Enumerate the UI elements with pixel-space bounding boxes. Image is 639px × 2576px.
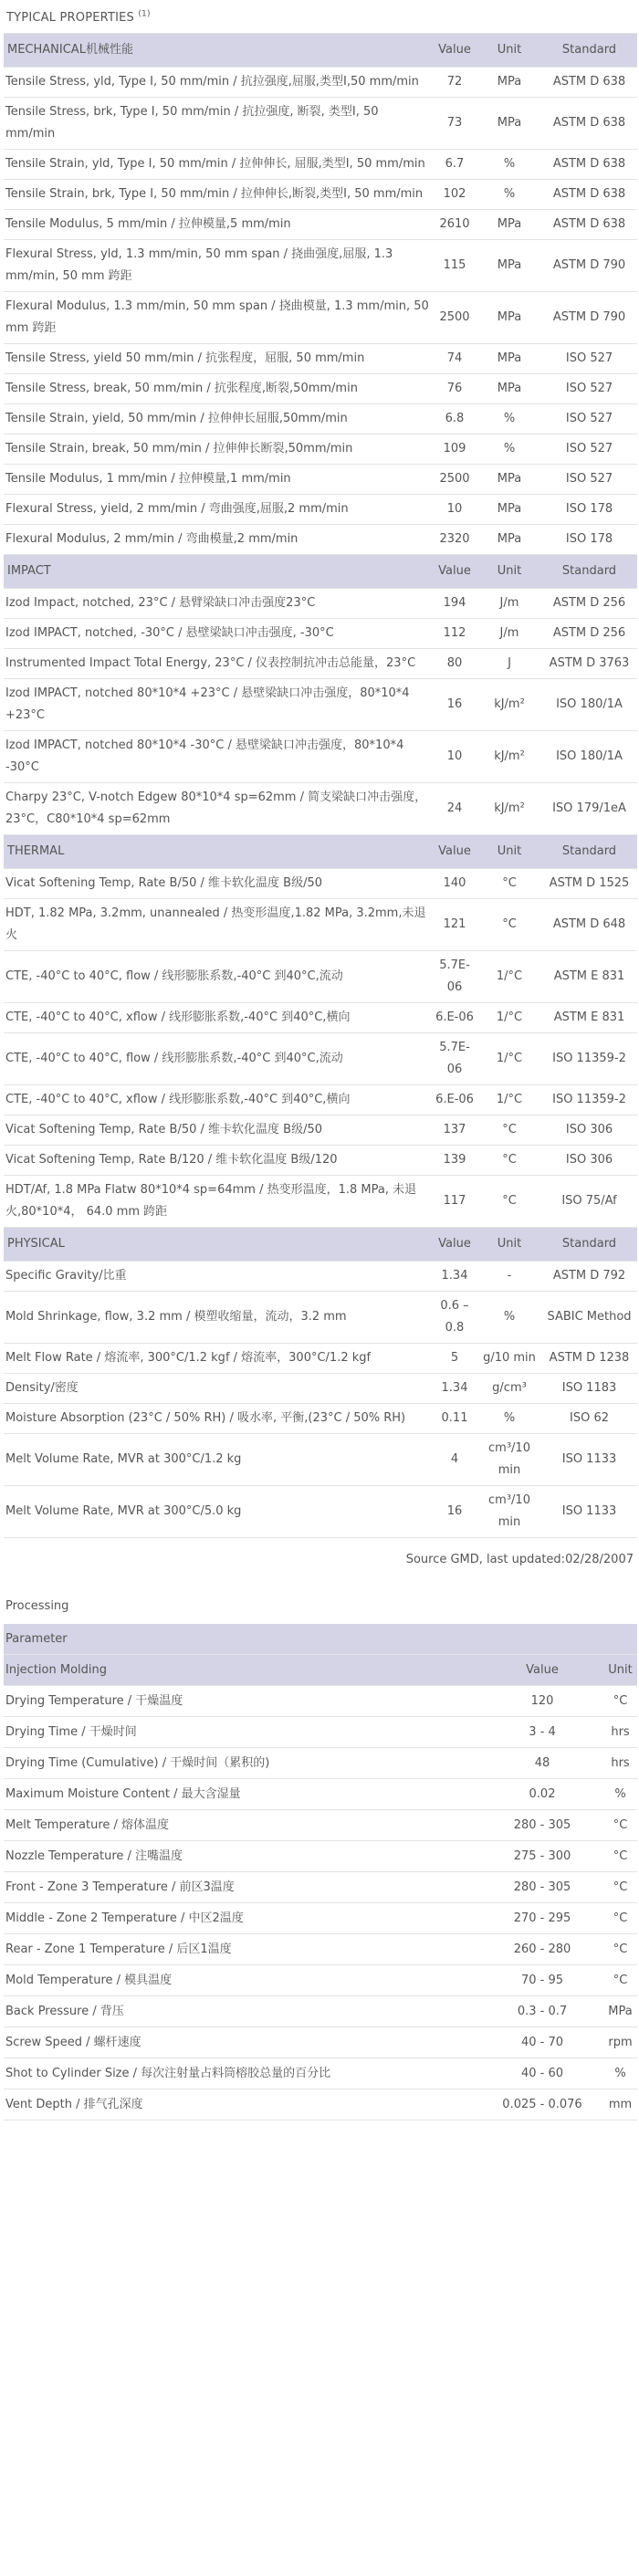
parameter-unit: °C (604, 1686, 637, 1717)
standard-header: Standard (541, 1228, 637, 1262)
section-name: PHYSICAL (4, 1228, 432, 1262)
property-standard: ASTM E 831 (541, 1003, 637, 1033)
parameter-unit: % (604, 2058, 637, 2089)
property-name: Tensile Stress, yld, Type I, 50 mm/min / 抗拉强度,屈服,类型I,50 mm/min (4, 68, 432, 98)
property-unit: % (477, 435, 541, 465)
parameter-value: 280 - 305 (481, 1872, 604, 1903)
parameter-unit: °C (604, 1903, 637, 1934)
property-name: Vicat Softening Temp, Rate B/50 / 维卡软化温度 B级/50 (4, 869, 432, 899)
property-standard: ISO 178 (541, 525, 637, 555)
property-value: 6.E-06 (432, 1003, 477, 1033)
property-value: 24 (432, 783, 477, 835)
property-standard: ISO 527 (541, 404, 637, 435)
table-row (4, 344, 637, 374)
property-value: 2610 (432, 210, 477, 240)
parameter-value: 260 - 280 (481, 1934, 604, 1965)
property-standard: ASTM D 790 (541, 292, 637, 344)
property-unit: cm³/10 min (477, 1434, 541, 1486)
unit-header: Unit (477, 555, 541, 589)
parameter-value: 0.02 (481, 1779, 604, 1810)
property-name: CTE, -40°C to 40°C, flow / 线形膨胀系数,-40°C 到40°C,流动 (4, 1033, 432, 1085)
property-unit: MPa (477, 495, 541, 525)
property-name: Izod IMPACT, notched 80*10*4 -30°C / 悬壁梁缺口冲击强度，80*10*4 -30°C (4, 731, 432, 783)
property-standard: ASTM D 638 (541, 180, 637, 210)
parameter-value: 70 - 95 (481, 1965, 604, 1996)
property-value: 6.8 (432, 404, 477, 435)
property-name: Melt Volume Rate, MVR at 300°C/5.0 kg (4, 1486, 432, 1538)
parameter-unit: % (604, 1779, 637, 1810)
property-unit: 1/°C (477, 1003, 541, 1033)
table-row (4, 1748, 637, 1779)
table-row (4, 649, 637, 679)
property-unit: MPa (477, 344, 541, 374)
parameter-unit: mm (604, 2089, 637, 2120)
source-note: Source GMD, last updated:02/28/2007 (405, 1553, 634, 1567)
table-row (4, 783, 637, 835)
property-standard: ISO 178 (541, 495, 637, 525)
property-value: 80 (432, 649, 477, 679)
property-standard: ISO 180/1A (541, 731, 637, 783)
unit-header: Unit (477, 1228, 541, 1262)
property-name: HDT, 1.82 MPa, 3.2mm, unannealed / 热变形温度,1.82 MPa, 3.2mm,未退火 (4, 899, 432, 951)
property-name: Tensile Stress, break, 50 mm/min / 抗张程度,断裂,50mm/min (4, 374, 432, 404)
value-header: Value (432, 34, 477, 68)
title-text: TYPICAL PROPERTIES (6, 11, 134, 26)
processing-label: Processing (5, 1599, 69, 1614)
property-standard: ASTM D 648 (541, 899, 637, 951)
property-name: Melt Volume Rate, MVR at 300°C/1.2 kg (4, 1434, 432, 1486)
table-row (4, 180, 637, 210)
property-unit: MPa (477, 525, 541, 555)
property-unit: % (477, 404, 541, 435)
property-value: 16 (432, 1486, 477, 1538)
section-name: IMPACT (4, 555, 432, 589)
property-name: Moisture Absorption (23°C / 50% RH) / 吸水率, 平衡,(23°C / 50% RH) (4, 1404, 432, 1434)
parameter-unit: °C (604, 1934, 637, 1965)
processing-parameter-header (4, 1624, 637, 1655)
property-value: 137 (432, 1115, 477, 1146)
table-row (4, 1841, 637, 1872)
property-name: Flexural Stress, yield, 2 mm/min / 弯曲强度,屈服,2 mm/min (4, 495, 432, 525)
unit-header: Unit (604, 1655, 637, 1686)
property-standard: ISO 1183 (541, 1374, 637, 1404)
parameter-value: 48 (481, 1748, 604, 1779)
property-standard: ASTM D 638 (541, 98, 637, 150)
property-unit: MPa (477, 98, 541, 150)
property-standard: ASTM D 638 (541, 150, 637, 180)
parameter-value: 40 - 60 (481, 2058, 604, 2089)
property-standard: ISO 527 (541, 344, 637, 374)
property-standard: ISO 179/1eA (541, 783, 637, 835)
parameter-value: 0.3 - 0.7 (481, 1996, 604, 2027)
section-header (4, 555, 637, 589)
property-value: 6.E-06 (432, 1085, 477, 1115)
table-row (4, 1003, 637, 1033)
parameter-value: 120 (481, 1686, 604, 1717)
property-name: Vicat Softening Temp, Rate B/120 / 维卡软化温度 B级/120 (4, 1146, 432, 1176)
property-value: 72 (432, 68, 477, 98)
parameter-name: Vent Depth / 排气孔深度 (4, 2089, 481, 2120)
property-name: Flexural Modulus, 1.3 mm/min, 50 mm span / 挠曲模量, 1.3 mm/min, 50 mm 跨距 (4, 292, 432, 344)
table-row (4, 589, 637, 619)
standard-header: Standard (541, 555, 637, 589)
property-standard: ISO 527 (541, 465, 637, 495)
property-value: 112 (432, 619, 477, 649)
table-row (4, 1146, 637, 1176)
parameter-name: Front - Zone 3 Temperature / 前区3温度 (4, 1872, 481, 1903)
table-row (4, 2058, 637, 2089)
property-standard: ISO 75/Af (541, 1176, 637, 1228)
properties-table (4, 0, 637, 1538)
table-row (4, 465, 637, 495)
table-row (4, 150, 637, 180)
parameter-value: 3 - 4 (481, 1717, 604, 1748)
property-unit: °C (477, 869, 541, 899)
property-standard: ASTM D 1525 (541, 869, 637, 899)
table-row (4, 2027, 637, 2058)
property-name: Tensile Modulus, 1 mm/min / 拉伸模量,1 mm/min (4, 465, 432, 495)
parameter-value: 0.025 - 0.076 (481, 2089, 604, 2120)
parameter-value: 270 - 295 (481, 1903, 604, 1934)
table-row (4, 1262, 637, 1292)
parameter-name: Nozzle Temperature / 注嘴温度 (4, 1841, 481, 1872)
table-row (4, 1176, 637, 1228)
value-header: Value (432, 555, 477, 589)
standard-header: Standard (541, 34, 637, 68)
table-row (4, 1434, 637, 1486)
property-unit: cm³/10 min (477, 1486, 541, 1538)
property-name: Density/密度 (4, 1374, 432, 1404)
property-unit: J (477, 649, 541, 679)
parameter-name: Rear - Zone 1 Temperature / 后区1温度 (4, 1934, 481, 1965)
table-row (4, 1085, 637, 1115)
standard-header: Standard (541, 835, 637, 869)
property-standard: ASTM D 256 (541, 589, 637, 619)
property-standard: ASTM D 792 (541, 1262, 637, 1292)
table-title-row (4, 0, 637, 34)
property-name: Tensile Strain, break, 50 mm/min / 拉伸伸长断裂,50mm/min (4, 435, 432, 465)
property-unit: MPa (477, 465, 541, 495)
value-header: Value (432, 835, 477, 869)
parameter-header: Parameter (4, 1624, 637, 1655)
property-value: 115 (432, 240, 477, 292)
table-row (4, 1872, 637, 1903)
property-unit: kJ/m² (477, 783, 541, 835)
property-unit: % (477, 150, 541, 180)
table-row (4, 1115, 637, 1146)
property-value: 6.7 (432, 150, 477, 180)
table-row (4, 292, 637, 344)
value-header: Value (481, 1655, 604, 1686)
parameter-name: Maximum Moisture Content / 最大含湿量 (4, 1779, 481, 1810)
table-row (4, 1934, 637, 1965)
table-row (4, 1717, 637, 1748)
property-unit: MPa (477, 240, 541, 292)
page-title (4, 0, 637, 34)
property-standard: ASTM D 638 (541, 210, 637, 240)
property-standard: ISO 1133 (541, 1486, 637, 1538)
table-row (4, 1779, 637, 1810)
property-unit: °C (477, 899, 541, 951)
property-unit: kJ/m² (477, 731, 541, 783)
table-row (4, 404, 637, 435)
property-value: 4 (432, 1434, 477, 1486)
table-row (4, 1344, 637, 1374)
section-header (4, 1228, 637, 1262)
property-value: 117 (432, 1176, 477, 1228)
table-row (4, 374, 637, 404)
property-value: 0.11 (432, 1404, 477, 1434)
table-row (4, 1903, 637, 1934)
property-unit: - (477, 1262, 541, 1292)
property-value: 1.34 (432, 1374, 477, 1404)
parameter-name: Mold Temperature / 模具温度 (4, 1965, 481, 1996)
property-unit: g/10 min (477, 1344, 541, 1374)
table-row (4, 240, 637, 292)
property-standard: ISO 11359-2 (541, 1085, 637, 1115)
property-name: Instrumented Impact Total Energy, 23°C / 仪表控制抗冲击总能量，23°C (4, 649, 432, 679)
property-name: CTE, -40°C to 40°C, xflow / 线形膨胀系数,-40°C 到40°C,横向 (4, 1085, 432, 1115)
table-row (4, 1686, 637, 1717)
property-unit: J/m (477, 619, 541, 649)
table-row (4, 210, 637, 240)
parameter-value: 275 - 300 (481, 1841, 604, 1872)
unit-header: Unit (477, 34, 541, 68)
property-value: 16 (432, 679, 477, 731)
property-unit: 1/°C (477, 951, 541, 1003)
property-value: 139 (432, 1146, 477, 1176)
property-value: 5.7E-06 (432, 1033, 477, 1085)
property-name: Tensile Stress, yield 50 mm/min / 抗张程度，屈服, 50 mm/min (4, 344, 432, 374)
property-value: 10 (432, 495, 477, 525)
property-name: Mold Shrinkage, flow, 3.2 mm / 模塑收缩量，流动，3.2 mm (4, 1292, 432, 1344)
property-value: 73 (432, 98, 477, 150)
property-standard: ISO 306 (541, 1146, 637, 1176)
parameter-unit: hrs (604, 1717, 637, 1748)
property-name: CTE, -40°C to 40°C, xflow / 线形膨胀系数,-40°C 到40°C,横向 (4, 1003, 432, 1033)
property-name: Charpy 23°C, V-notch Edgew 80*10*4 sp=62mm / 简支梁缺口冲击强度，23°C，C80*10*4 sp=62mm (4, 783, 432, 835)
table-row (4, 495, 637, 525)
property-unit: °C (477, 1146, 541, 1176)
property-unit: % (477, 1404, 541, 1434)
property-name: Tensile Strain, yield, 50 mm/min / 拉伸伸长屈服,50mm/min (4, 404, 432, 435)
property-unit: % (477, 180, 541, 210)
parameter-name: Melt Temperature / 熔体温度 (4, 1810, 481, 1841)
section-name: Injection Molding (4, 1655, 481, 1686)
property-standard: ASTM D 1238 (541, 1344, 637, 1374)
parameter-name: Drying Time / 干燥时间 (4, 1717, 481, 1748)
table-row (4, 951, 637, 1003)
property-value: 109 (432, 435, 477, 465)
parameter-unit: °C (604, 1810, 637, 1841)
parameter-name: Screw Speed / 螺杆速度 (4, 2027, 481, 2058)
property-value: 0.6 – 0.8 (432, 1292, 477, 1344)
property-unit: g/cm³ (477, 1374, 541, 1404)
table-row (4, 525, 637, 555)
property-value: 10 (432, 731, 477, 783)
property-value: 5 (432, 1344, 477, 1374)
parameter-unit: rpm (604, 2027, 637, 2058)
property-name: Izod IMPACT, notched, -30°C / 悬壁梁缺口冲击强度, -30°C (4, 619, 432, 649)
value-header: Value (432, 1228, 477, 1262)
section-header (4, 835, 637, 869)
parameter-name: Shot to Cylinder Size / 每次注射量占料筒榕胶总量的百分比 (4, 2058, 481, 2089)
parameter-name: Drying Time (Cumulative) / 干燥时间（累积的) (4, 1748, 481, 1779)
table-row (4, 1033, 637, 1085)
parameter-name: Drying Temperature / 干燥温度 (4, 1686, 481, 1717)
unit-header: Unit (477, 835, 541, 869)
property-standard: ISO 306 (541, 1115, 637, 1146)
parameter-unit: °C (604, 1841, 637, 1872)
section-header (4, 34, 637, 68)
property-name: Izod Impact, notched, 23°C / 悬臂梁缺口冲击强度23°C (4, 589, 432, 619)
property-unit: % (477, 1292, 541, 1344)
table-row (4, 679, 637, 731)
parameter-unit: MPa (604, 1996, 637, 2027)
property-unit: J/m (477, 589, 541, 619)
property-unit: MPa (477, 68, 541, 98)
processing-table (4, 1624, 637, 2120)
property-standard: ISO 11359-2 (541, 1033, 637, 1085)
property-value: 76 (432, 374, 477, 404)
property-name: Tensile Stress, brk, Type I, 50 mm/min / 抗拉强度, 断裂, 类型I, 50 mm/min (4, 98, 432, 150)
property-name: HDT/Af, 1.8 MPa Flatw 80*10*4 sp=64mm / 热变形温度，1.8 MPa, 未退火,80*10*4， 64.0 mm 跨距 (4, 1176, 432, 1228)
property-unit: MPa (477, 374, 541, 404)
property-standard: ISO 527 (541, 374, 637, 404)
property-standard: ASTM D 256 (541, 619, 637, 649)
property-value: 1.34 (432, 1262, 477, 1292)
parameter-unit: °C (604, 1965, 637, 1996)
property-unit: 1/°C (477, 1085, 541, 1115)
table-row (4, 1996, 637, 2027)
table-row (4, 435, 637, 465)
property-value: 121 (432, 899, 477, 951)
property-name: Vicat Softening Temp, Rate B/50 / 维卡软化温度 B级/50 (4, 1115, 432, 1146)
property-standard: ISO 180/1A (541, 679, 637, 731)
parameter-unit: °C (604, 1872, 637, 1903)
property-name: Tensile Strain, brk, Type I, 50 mm/min / 拉伸伸长,断裂,类型I, 50 mm/min (4, 180, 432, 210)
parameter-value: 40 - 70 (481, 2027, 604, 2058)
property-standard: SABIC Method (541, 1292, 637, 1344)
property-name: Flexural Stress, yld, 1.3 mm/min, 50 mm span / 挠曲强度,屈服, 1.3 mm/min, 50 mm 跨距 (4, 240, 432, 292)
property-name: Flexural Modulus, 2 mm/min / 弯曲模量,2 mm/min (4, 525, 432, 555)
property-standard: ISO 62 (541, 1404, 637, 1434)
property-value: 2500 (432, 465, 477, 495)
table-row (4, 1810, 637, 1841)
property-name: Tensile Modulus, 5 mm/min / 拉伸模量,5 mm/min (4, 210, 432, 240)
property-name: Tensile Strain, yld, Type I, 50 mm/min / 拉伸伸长, 屈服,类型I, 50 mm/min (4, 150, 432, 180)
property-value: 140 (432, 869, 477, 899)
property-unit: kJ/m² (477, 679, 541, 731)
section-name: MECHANICAL机械性能 (4, 34, 432, 68)
property-name: Izod IMPACT, notched 80*10*4 +23°C / 悬壁梁缺口冲击强度，80*10*4 +23°C (4, 679, 432, 731)
parameter-unit: hrs (604, 1748, 637, 1779)
property-standard: ASTM D 638 (541, 68, 637, 98)
property-unit: MPa (477, 292, 541, 344)
property-name: Melt Flow Rate / 熔流率, 300°C/1.2 kgf / 熔流率，300°C/1.2 kgf (4, 1344, 432, 1374)
table-row (4, 1486, 637, 1538)
processing-section-header (4, 1655, 637, 1686)
property-standard: ISO 527 (541, 435, 637, 465)
property-value: 2320 (432, 525, 477, 555)
table-row (4, 98, 637, 150)
table-row (4, 1292, 637, 1344)
table-row (4, 869, 637, 899)
table-row (4, 1374, 637, 1404)
property-standard: ASTM E 831 (541, 951, 637, 1003)
property-value: 194 (432, 589, 477, 619)
parameter-name: Middle - Zone 2 Temperature / 中区2温度 (4, 1903, 481, 1934)
property-name: CTE, -40°C to 40°C, flow / 线形膨胀系数,-40°C 到40°C,流动 (4, 951, 432, 1003)
property-value: 74 (432, 344, 477, 374)
table-row (4, 619, 637, 649)
property-standard: ASTM D 790 (541, 240, 637, 292)
property-standard: ISO 1133 (541, 1434, 637, 1486)
property-unit: 1/°C (477, 1033, 541, 1085)
table-row (4, 1404, 637, 1434)
table-row (4, 1965, 637, 1996)
table-row (4, 731, 637, 783)
property-standard: ASTM D 3763 (541, 649, 637, 679)
table-row (4, 899, 637, 951)
property-value: 2500 (432, 292, 477, 344)
parameter-name: Back Pressure / 背压 (4, 1996, 481, 2027)
property-value: 5.7E-06 (432, 951, 477, 1003)
property-unit: MPa (477, 210, 541, 240)
property-value: 102 (432, 180, 477, 210)
table-row (4, 68, 637, 98)
parameter-value: 280 - 305 (481, 1810, 604, 1841)
property-name: Specific Gravity/比重 (4, 1262, 432, 1292)
title-footnote: (1) (138, 10, 151, 19)
property-unit: °C (477, 1115, 541, 1146)
table-row (4, 2089, 637, 2120)
property-unit: °C (477, 1176, 541, 1228)
section-name: THERMAL (4, 835, 432, 869)
